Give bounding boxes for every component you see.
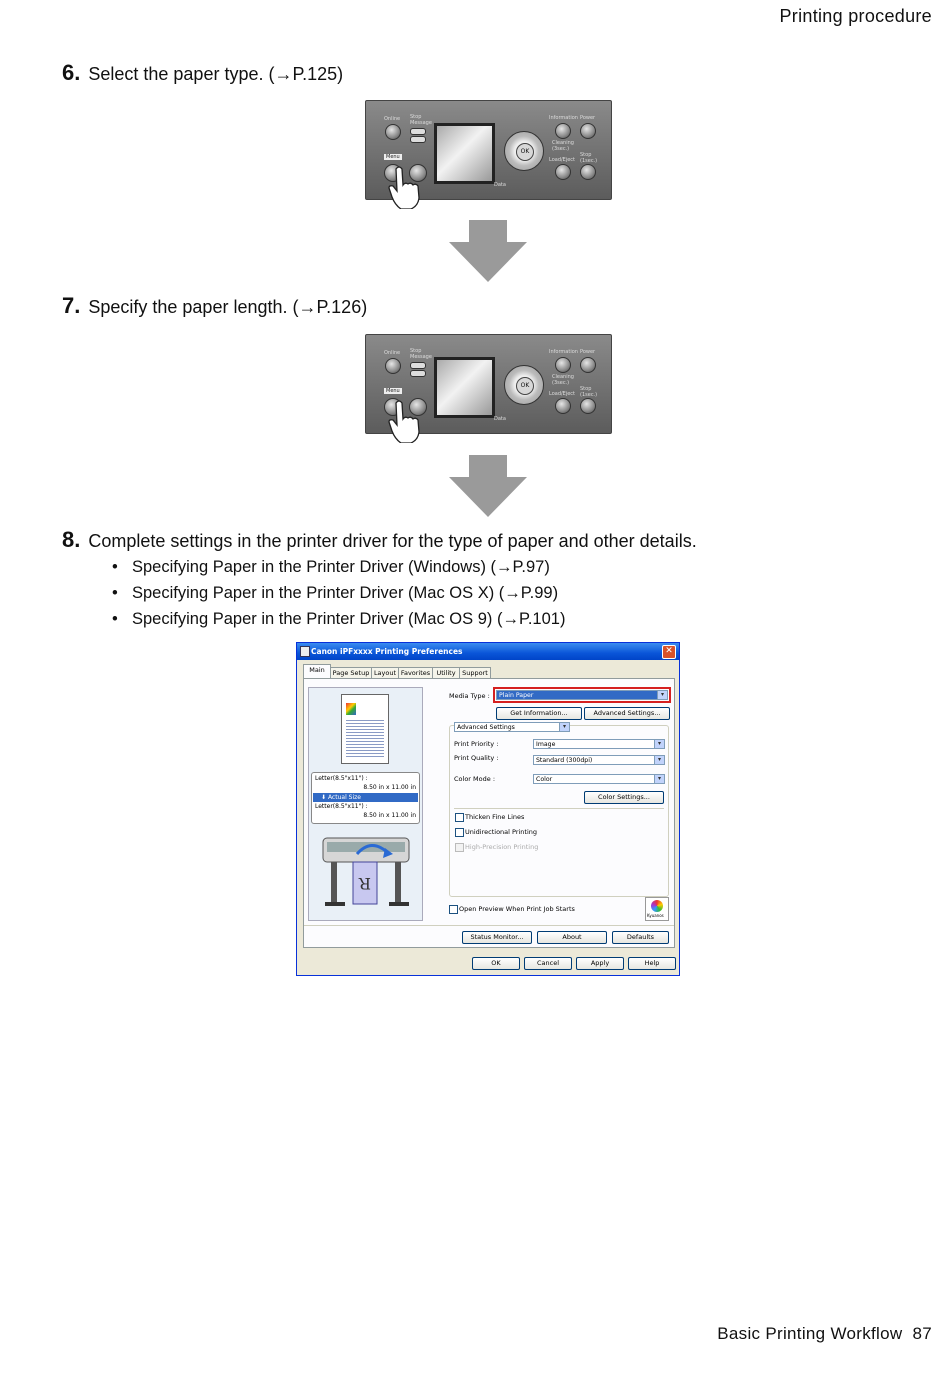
- power-button[interactable]: [580, 123, 596, 139]
- preview-image: [346, 703, 356, 715]
- stop-button[interactable]: [580, 164, 596, 180]
- down-arrow-icon: [449, 220, 527, 282]
- online-button[interactable]: [385, 358, 401, 374]
- kyuanos-logo: [645, 897, 669, 921]
- high-precision-printing-label: High-Precision Printing: [465, 843, 539, 851]
- reference-list: [112, 557, 565, 635]
- print-priority-select[interactable]: [533, 739, 665, 749]
- page-footer: [717, 1324, 932, 1344]
- color-settings-button[interactable]: Color Settings...: [584, 791, 664, 804]
- unidirectional-printing-label: Unidirectional Printing: [465, 828, 538, 836]
- defaults-button[interactable]: Defaults: [612, 931, 669, 944]
- tab-favorites[interactable]: Favorites: [398, 667, 433, 679]
- page-preview: [341, 694, 389, 764]
- step-7: [62, 293, 367, 319]
- apply-button[interactable]: Apply: [576, 957, 624, 970]
- printer-control-panel: [365, 100, 612, 200]
- printer-illustration-icon: [317, 828, 417, 918]
- arrow-dial[interactable]: [504, 131, 544, 171]
- advanced-settings-value: Advanced Settings: [457, 724, 515, 731]
- step-number: 7.: [62, 293, 81, 318]
- svg-text:R: R: [358, 874, 371, 893]
- online-label: Online: [384, 350, 401, 356]
- about-button[interactable]: About: [537, 931, 607, 944]
- advanced-settings-select[interactable]: [454, 722, 570, 732]
- reference-link[interactable]: Specifying Paper in the Printer Driver (Mac OS 9) (→P.101): [132, 610, 566, 628]
- load-eject-button[interactable]: [555, 398, 571, 414]
- paper-size-box: [311, 772, 420, 824]
- get-information-button[interactable]: Get Information...: [496, 707, 582, 720]
- information-label: Information: [549, 115, 578, 121]
- size-line: 8.50 in x 11.00 in: [363, 784, 416, 791]
- power-label: Power: [580, 349, 596, 355]
- list-item: • Specifying Paper in the Printer Driver (Mac OS 9) (→P.101): [112, 610, 566, 628]
- ok-button[interactable]: OK: [516, 377, 534, 395]
- size-line: Letter(8.5"x11") :: [315, 803, 368, 810]
- open-preview-label: Open Preview When Print Job Starts: [459, 905, 575, 913]
- open-preview-checkbox[interactable]: [449, 905, 458, 914]
- load-eject-button[interactable]: [555, 164, 571, 180]
- lcd-display: [434, 123, 495, 184]
- advanced-settings-button[interactable]: Advanced Settings...: [584, 707, 670, 720]
- settings-group: [449, 725, 669, 897]
- data-label: Data: [494, 416, 506, 422]
- information-label: Information: [549, 349, 578, 355]
- close-icon[interactable]: ✕: [662, 645, 676, 659]
- arrow-dial[interactable]: [504, 365, 544, 405]
- down-arrow-icon: ⬇: [321, 794, 328, 801]
- step-number: 6.: [62, 60, 81, 85]
- down-arrow-icon: [449, 455, 527, 517]
- actual-size-bar: [313, 793, 418, 802]
- printing-preferences-dialog: [296, 642, 680, 976]
- print-priority-label: Print Priority :: [454, 740, 499, 748]
- step-text: Specify the paper length. (→P.126): [88, 297, 368, 317]
- media-type-value: Plain Paper: [499, 692, 534, 699]
- print-quality-value: Standard (300dpi): [536, 757, 593, 764]
- power-label: Power: [580, 115, 596, 121]
- information-button[interactable]: [555, 123, 571, 139]
- size-line: 8.50 in x 11.00 in: [363, 812, 416, 819]
- print-priority-value: Image: [536, 741, 556, 748]
- color-wheel-icon: [651, 900, 663, 912]
- load-eject-label: Load/Eject: [549, 157, 576, 163]
- chevron-down-icon[interactable]: ▾: [559, 723, 569, 731]
- menu-label: Menu: [386, 154, 400, 160]
- chevron-down-icon[interactable]: ▾: [654, 740, 664, 748]
- data-label: Data: [494, 182, 506, 188]
- tab-support[interactable]: Support: [459, 667, 491, 679]
- step-8: [62, 527, 697, 553]
- lcd-display: [434, 357, 495, 418]
- preview-text-lines: [346, 719, 384, 759]
- list-item: • Specifying Paper in the Printer Driver (Mac OS X) (→P.99): [112, 584, 559, 602]
- stop-message-label: Stop Message: [410, 114, 432, 126]
- menu-label: Menu: [386, 388, 400, 394]
- ok-button[interactable]: OK: [472, 957, 520, 970]
- running-header: Printing procedure: [779, 6, 932, 26]
- power-button[interactable]: [580, 357, 596, 373]
- indicator-pill: [410, 128, 426, 135]
- media-type-select[interactable]: [496, 690, 668, 700]
- color-mode-label: Color Mode :: [454, 775, 496, 783]
- pointing-hand-icon: [388, 165, 422, 209]
- printer-icon: [300, 646, 310, 657]
- status-monitor-button[interactable]: Status Monitor...: [462, 931, 532, 944]
- stop-label: Stop (1sec.): [580, 152, 598, 164]
- thicken-fine-lines-label: Thicken Fine Lines: [465, 813, 525, 821]
- information-button[interactable]: [555, 357, 571, 373]
- reference-link[interactable]: Specifying Paper in the Printer Driver (Mac OS X) (→P.99): [132, 584, 559, 602]
- page-number: 87: [912, 1324, 932, 1343]
- step-6: [62, 60, 343, 86]
- chevron-down-icon[interactable]: ▾: [654, 775, 664, 783]
- step-number: 8.: [62, 527, 81, 552]
- logo-text: Kyuanos: [647, 913, 664, 918]
- cleaning-label: Cleaning (3sec.): [552, 140, 574, 152]
- tab-page-setup[interactable]: Page Setup: [330, 667, 372, 679]
- dialog-titlebar[interactable]: [297, 643, 679, 660]
- stop-button[interactable]: [580, 398, 596, 414]
- color-mode-value: Color: [536, 776, 553, 783]
- divider: [304, 925, 674, 926]
- stop-message-label: Stop Message: [410, 348, 432, 360]
- cancel-button[interactable]: Cancel: [524, 957, 572, 970]
- online-button[interactable]: [385, 124, 401, 140]
- high-precision-printing-checkbox: [455, 843, 464, 852]
- load-eject-label: Load/Eject: [549, 391, 576, 397]
- printer-control-panel: [365, 334, 612, 434]
- print-quality-label: Print Quality :: [454, 754, 499, 762]
- chevron-down-icon[interactable]: ▾: [657, 691, 667, 699]
- pointing-hand-icon: [388, 399, 422, 443]
- chapter-title: Basic Printing Workflow: [717, 1324, 903, 1343]
- print-quality-select[interactable]: [533, 755, 665, 765]
- reference-link[interactable]: Specifying Paper in the Printer Driver (Windows) (→P.97): [132, 558, 550, 576]
- color-mode-select[interactable]: [533, 774, 665, 784]
- indicator-pill: [410, 136, 426, 143]
- dialog-title: Canon iPFxxxx Printing Preferences: [311, 647, 463, 656]
- step-text: Complete settings in the printer driver for the type of paper and other details.: [88, 531, 697, 551]
- online-label: Online: [384, 116, 401, 122]
- cleaning-label: Cleaning (3sec.): [552, 374, 574, 386]
- preview-pane: [308, 687, 423, 921]
- tab-layout[interactable]: Layout: [371, 667, 399, 679]
- indicator-pill: [410, 362, 426, 369]
- help-button[interactable]: Help: [628, 957, 676, 970]
- size-line: Letter(8.5"x11") :: [315, 775, 368, 782]
- ok-button[interactable]: OK: [516, 143, 534, 161]
- step-text: Select the paper type. (→P.125): [88, 64, 344, 84]
- main-tab-panel: [303, 678, 675, 948]
- stop-label: Stop (1sec.): [580, 386, 598, 398]
- tab-main[interactable]: Main: [303, 664, 331, 679]
- thicken-fine-lines-checkbox[interactable]: [455, 813, 464, 822]
- list-item: • Specifying Paper in the Printer Driver (Windows) (→P.97): [112, 558, 550, 576]
- actual-size-label: Actual Size: [327, 794, 361, 801]
- tab-utility[interactable]: Utility: [432, 667, 460, 679]
- media-type-highlight: [493, 687, 671, 703]
- chevron-down-icon[interactable]: ▾: [654, 756, 664, 764]
- media-type-label: Media Type :: [449, 692, 490, 700]
- unidirectional-printing-checkbox[interactable]: [455, 828, 464, 837]
- indicator-pill: [410, 370, 426, 377]
- divider: [454, 808, 664, 809]
